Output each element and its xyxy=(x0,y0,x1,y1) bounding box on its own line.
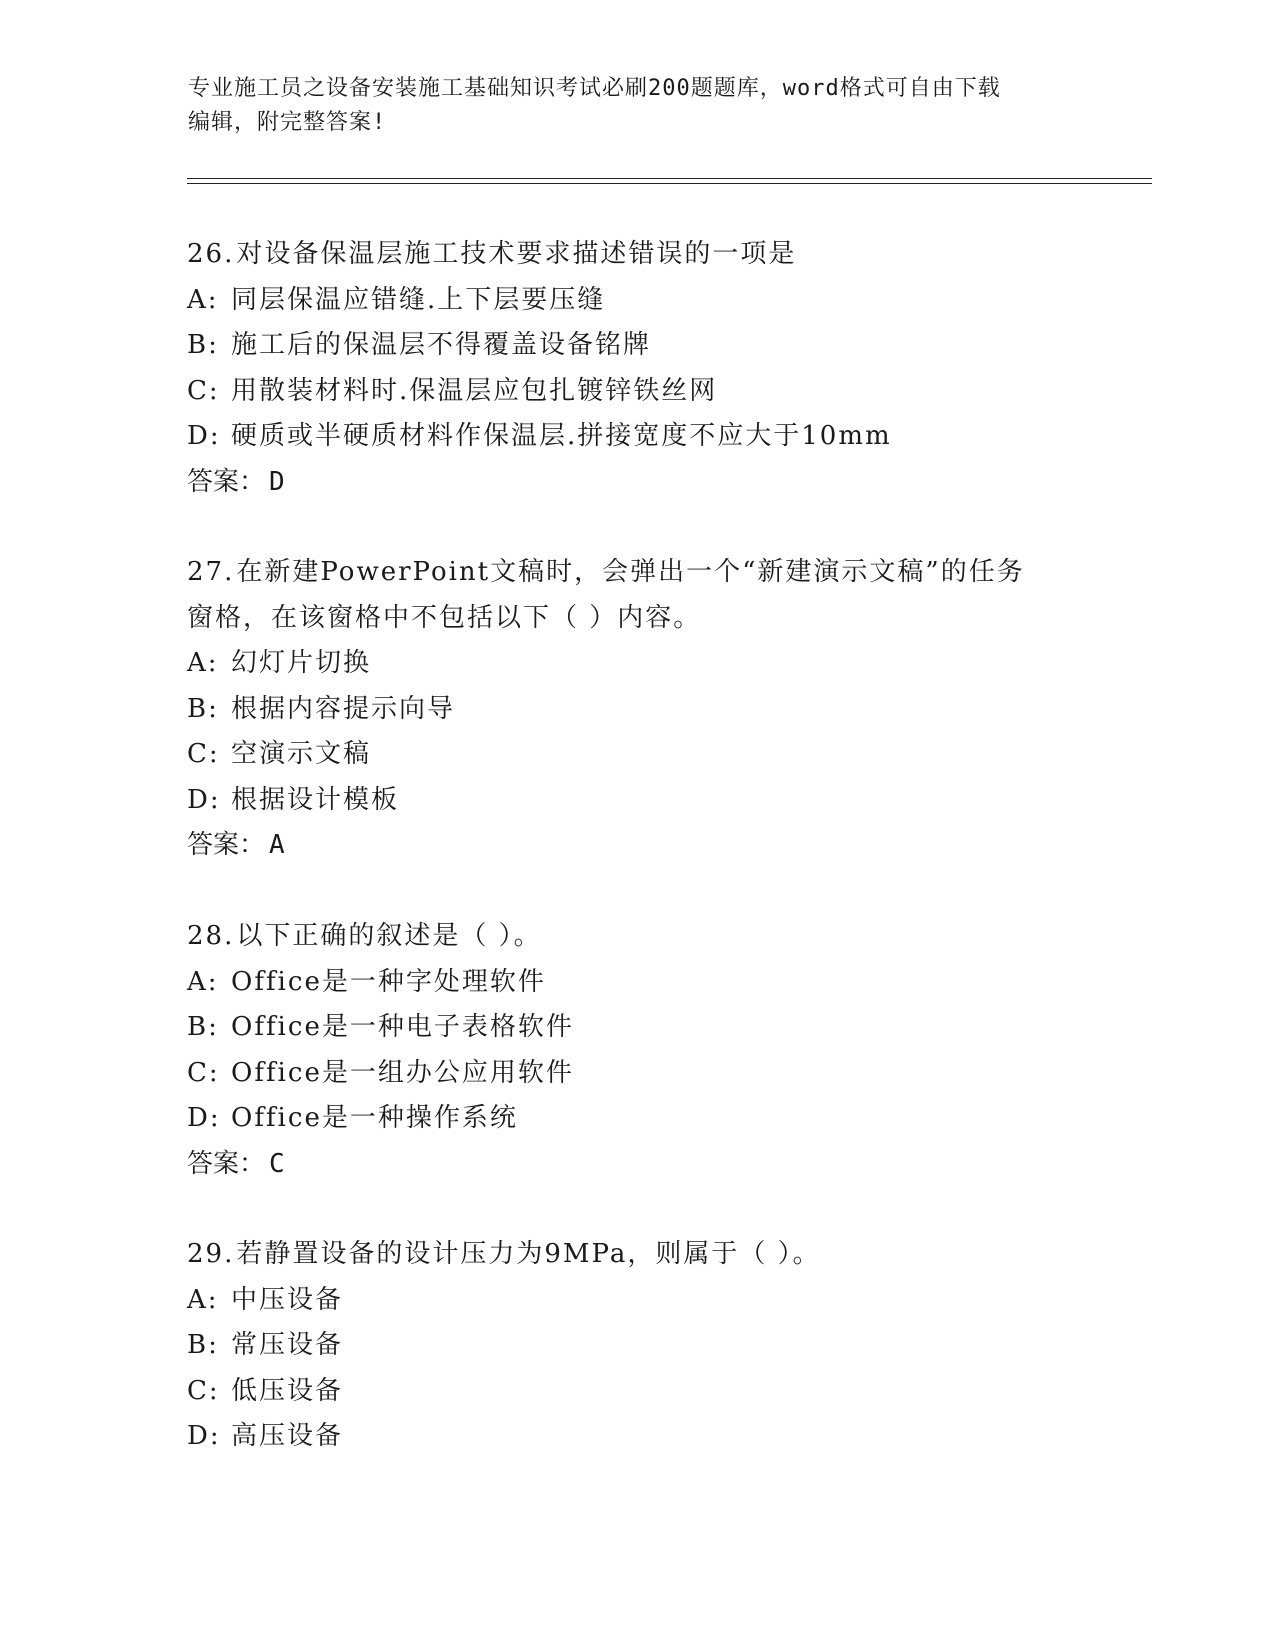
option-key: B: xyxy=(187,330,219,360)
option-key: D: xyxy=(187,1421,221,1451)
question-27 xyxy=(187,550,1147,869)
option-c xyxy=(187,1369,1147,1415)
option-c xyxy=(187,369,1147,415)
answer-value: D xyxy=(269,466,285,497)
option-key: B: xyxy=(187,693,219,724)
question-number: 27. xyxy=(187,557,235,587)
option-key: C: xyxy=(187,1057,220,1088)
question-number: 28. xyxy=(187,921,235,951)
answer-label: 答案： xyxy=(187,830,266,860)
question-28 xyxy=(187,914,1147,1187)
question-number: 29. xyxy=(187,1239,235,1269)
option-text: 空演示文稿 xyxy=(231,739,372,769)
question-stem xyxy=(187,550,1147,596)
answer-line xyxy=(187,823,1147,869)
question-stem xyxy=(187,914,1147,960)
question-stem xyxy=(187,1232,1147,1278)
answer-value: A xyxy=(269,830,285,860)
option-text: 高压设备 xyxy=(231,1421,344,1451)
option-a xyxy=(187,1278,1147,1324)
option-text: Office是一种操作系统 xyxy=(231,1103,518,1133)
option-text: 幻灯片切换 xyxy=(231,648,372,678)
question-number: 26. xyxy=(187,239,235,269)
header-divider-top xyxy=(187,178,1152,179)
question-text: 在新建PowerPoint文稿时，会弹出一个“新建演示文稿”的任务 xyxy=(236,557,1025,587)
option-a xyxy=(187,641,1147,687)
option-text: Office是一组办公应用软件 xyxy=(231,1057,574,1088)
answer-line xyxy=(187,460,1147,506)
option-key: A: xyxy=(187,966,219,997)
option-text: 用散装材料时.保温层应包扎镀锌铁丝网 xyxy=(231,375,718,406)
option-key: D: xyxy=(187,1103,221,1133)
option-b xyxy=(187,323,1147,369)
option-text: Office是一种字处理软件 xyxy=(231,966,546,997)
option-key: A: xyxy=(187,284,219,315)
document-header xyxy=(188,72,1068,140)
option-key: D: xyxy=(187,784,221,815)
option-text: 根据设计模板 xyxy=(231,784,400,815)
option-text: 根据内容提示向导 xyxy=(231,693,456,724)
option-text: 低压设备 xyxy=(231,1375,344,1406)
question-29 xyxy=(187,1232,1147,1460)
option-b xyxy=(187,687,1147,733)
option-text: 常压设备 xyxy=(231,1330,344,1360)
option-key: C: xyxy=(187,739,220,769)
option-d xyxy=(187,1096,1147,1142)
option-key: C: xyxy=(187,1375,220,1406)
option-text: 同层保温应错缝.上下层要压缝 xyxy=(231,284,606,315)
option-d xyxy=(187,1414,1147,1460)
option-text: 硬质或半硬质材料作保温层.拼接宽度不应大于10mm xyxy=(231,421,892,451)
option-b xyxy=(187,1005,1147,1051)
header-line-2: 编辑，附完整答案! xyxy=(188,110,387,135)
question-text: 窗格，在该窗格中不包括以下（ ）内容。 xyxy=(187,602,702,633)
question-text: 对设备保温层施工技术要求描述错误的一项是 xyxy=(236,239,797,269)
option-key: B: xyxy=(187,1012,219,1042)
header-divider-bottom xyxy=(187,183,1152,184)
option-a xyxy=(187,278,1147,324)
answer-value: C xyxy=(269,1148,285,1179)
answer-label: 答案： xyxy=(187,466,266,497)
option-text: Office是一种电子表格软件 xyxy=(231,1012,574,1042)
option-text: 施工后的保温层不得覆盖设备铭牌 xyxy=(231,330,652,360)
question-stem xyxy=(187,232,1147,278)
answer-line xyxy=(187,1142,1147,1188)
option-c xyxy=(187,1051,1147,1097)
question-text: 若静置设备的设计压力为9MPa，则属于（ ）。 xyxy=(236,1239,821,1269)
option-key: C: xyxy=(187,375,220,406)
option-c xyxy=(187,732,1147,778)
option-d xyxy=(187,414,1147,460)
answer-label: 答案： xyxy=(187,1148,266,1179)
question-stem-continued xyxy=(187,596,1147,642)
option-key: A: xyxy=(187,1284,219,1315)
option-d xyxy=(187,778,1147,824)
option-key: B: xyxy=(187,1330,219,1360)
option-key: A: xyxy=(187,648,219,678)
option-b xyxy=(187,1323,1147,1369)
option-key: D: xyxy=(187,421,221,451)
header-line-1: 专业施工员之设备安装施工基础知识考试必刷200题题库，word格式可自由下载 xyxy=(188,76,1001,101)
option-text: 中压设备 xyxy=(231,1284,344,1315)
option-a xyxy=(187,960,1147,1006)
question-text: 以下正确的叙述是（ ）。 xyxy=(236,921,542,951)
question-26 xyxy=(187,232,1147,505)
